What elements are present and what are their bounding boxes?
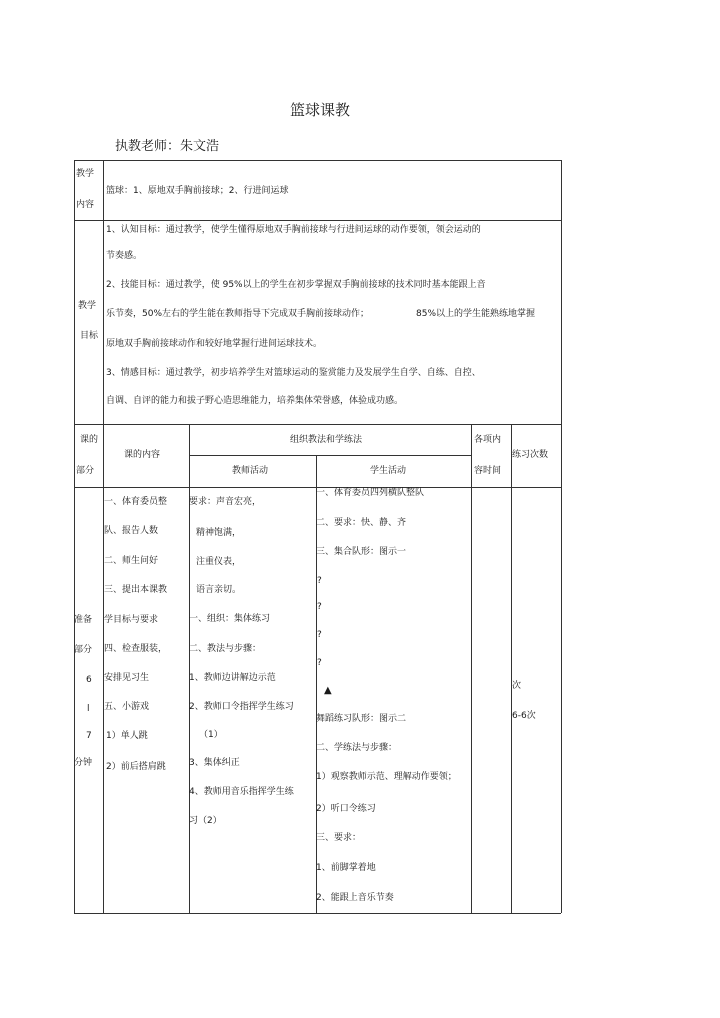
teacher-activity: 二、教法与步骤： <box>189 644 262 654</box>
teacher-activity: 3、集体纠正 <box>189 758 240 768</box>
student-activity: 二、学练法与步骤： <box>316 743 398 753</box>
objective-line: 85%以上的学生能熟练地掌握 <box>416 309 536 319</box>
teacher-activity: 一、组织：集体练习 <box>189 614 271 624</box>
prep-content: 五、小游戏 <box>104 702 150 712</box>
formation-marker: ? <box>317 658 322 668</box>
content-text: 篮球：1、原地双手胸前接球；2、行进间运球 <box>106 186 289 196</box>
student-activity: 三、要求： <box>316 833 362 843</box>
practice-count: 次 <box>512 681 522 691</box>
objective-line: 自调、自评的能力和拔子野心造思维能力，培养集体荣誉感，体验成功感。 <box>106 396 404 406</box>
prep-part: l <box>87 704 90 714</box>
student-activity: 三、集合队形：图示一 <box>316 547 407 557</box>
header-part-2: 部分 <box>76 466 95 476</box>
student-activity: 1、前脚掌着地 <box>316 863 376 873</box>
prep-part: 6 <box>86 675 92 685</box>
teacher-activity: 注重仪表， <box>196 557 242 567</box>
teacher-activity: 习（2） <box>189 816 222 826</box>
prep-part: 部分 <box>74 645 93 655</box>
page-title: 篮球课教 <box>289 101 350 119</box>
formation-marker: ? <box>317 630 322 640</box>
objective-line: 2、技能目标：通过教学，使 95%以上的学生在初步掌握双手胸前接球的技术同时基本能跟上音 <box>106 280 486 290</box>
header-content: 课的内容 <box>124 450 161 460</box>
prep-content: 安排见习生 <box>104 673 150 683</box>
teacher-activity: 语言亲切。 <box>196 585 242 595</box>
student-activity: 舞蹈练习队形：图示二 <box>316 714 407 724</box>
objectives-label: 教学 <box>78 301 97 311</box>
student-activity: 2）听口令练习 <box>316 804 376 814</box>
prep-part: 分钟 <box>74 758 93 768</box>
objective-line: 1、认知目标：通过教学，使学生懂得原地双手胸前接球与行进间运球的动作要领，领会运动的 <box>106 225 481 235</box>
prep-part: 准备 <box>74 615 93 625</box>
objective-line: 原地双手胸前接球动作和较好地掌握行进间运球技术。 <box>106 339 323 349</box>
header-time-2: 容时间 <box>474 466 502 476</box>
prep-content: 一、体育委员整 <box>104 497 168 507</box>
objective-line: 节奏感。 <box>106 251 143 261</box>
prep-content: 1）单人跳 <box>106 731 148 741</box>
prep-content: 二、师生问好 <box>104 556 159 566</box>
student-activity: 一、体育委员四列横队整队 <box>316 488 425 498</box>
student-activity: 二、要求：快、静、齐 <box>316 518 407 528</box>
prep-content: 三、提出本课教 <box>104 585 168 595</box>
teacher-activity: 2、教师口令指挥学生练习 <box>189 702 294 712</box>
teacher-activity: 精神饱满， <box>196 528 242 538</box>
content-label-2: 内容 <box>76 200 95 210</box>
objective-line: 3、情感目标：通过教学，初步培养学生对篮球运动的鉴赏能力及发展学生自学、自练、自控、 <box>106 368 481 378</box>
content-label: 教学 <box>76 169 95 179</box>
header-time: 各项内 <box>474 435 502 445</box>
teacher-activity: （1） <box>199 730 223 740</box>
student-activity: 2、能跟上音乐节奏 <box>316 893 394 903</box>
formation-marker: ? <box>317 602 322 612</box>
header-teacher: 教师活动 <box>232 466 269 476</box>
header-count: 练习次数 <box>512 450 549 460</box>
prep-part: 7 <box>86 731 92 741</box>
header-org: 组织教法和学练法 <box>290 435 363 445</box>
teacher-name: 执教老师：朱文浩 <box>115 139 220 154</box>
objectives-label-2: 目标 <box>80 331 99 341</box>
objective-line: 乐节奏，50%左右的学生能在教师指导下完成双手胸前接球动作； <box>106 309 370 319</box>
header-part: 课的 <box>80 435 99 445</box>
prep-content: 队、报告人数 <box>104 526 159 536</box>
teacher-activity: 4、教师用音乐指挥学生练 <box>189 787 294 797</box>
practice-count: 6-6次 <box>512 711 536 721</box>
teacher-activity: 要求：声音宏亮， <box>189 497 262 507</box>
formation-marker: ? <box>317 576 322 586</box>
prep-content: 学目标与要求 <box>104 615 159 625</box>
prep-content: 2）前后搭肩跳 <box>106 762 166 772</box>
student-activity: 1）观察教师示范、理解动作要领； <box>316 772 457 782</box>
header-student: 学生活动 <box>370 466 407 476</box>
prep-content: 四、检查服装， <box>104 644 168 654</box>
triangle-icon: ▲ <box>324 685 332 696</box>
teacher-activity: 1、教师边讲解边示范 <box>189 673 276 683</box>
